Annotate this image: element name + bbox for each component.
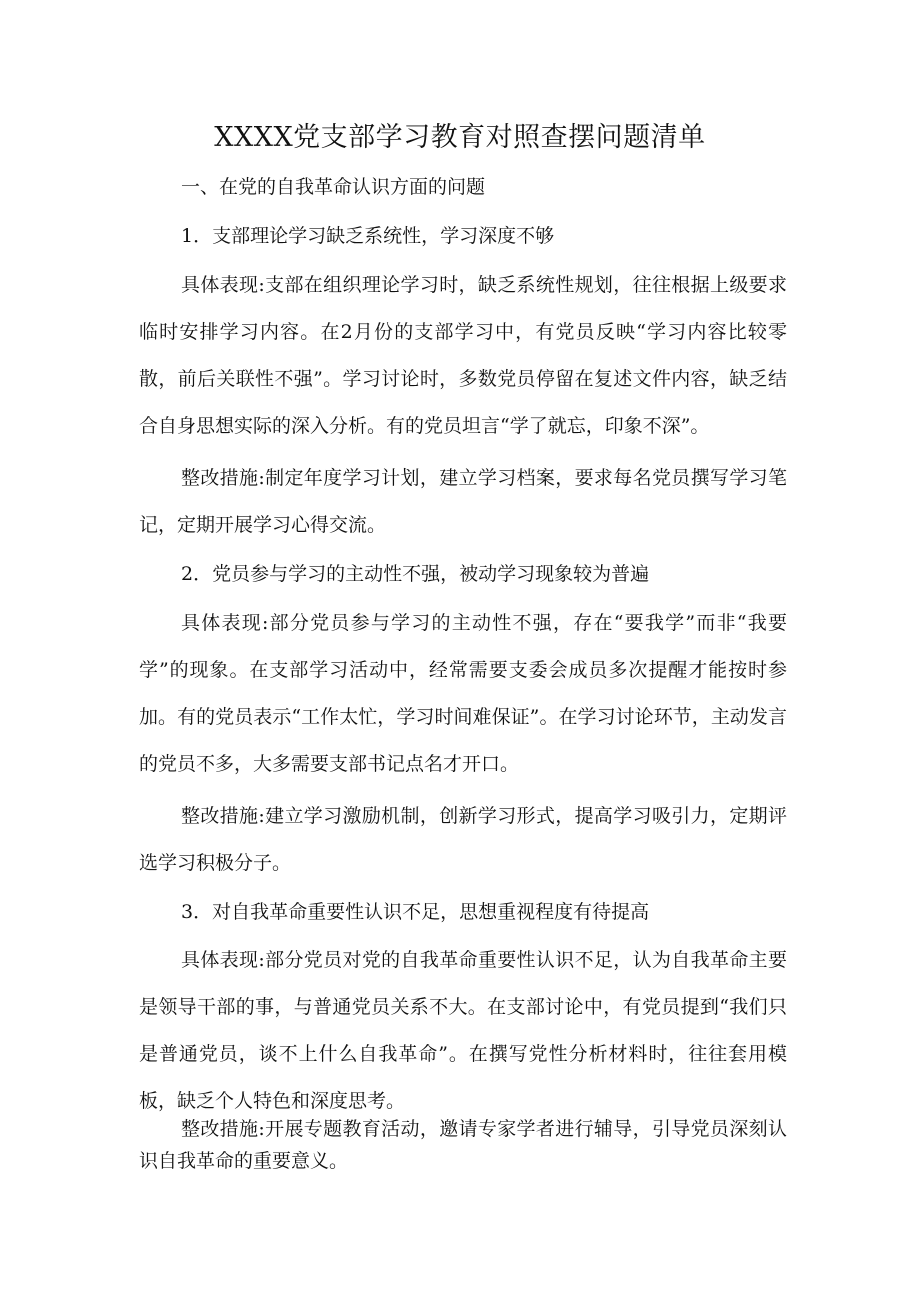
item-3-manifestation bbox=[139, 937, 787, 1125]
item-3-heading: 3．对自我革命重要性认识不足，思想重视程度有待提高 bbox=[181, 901, 650, 923]
item-2-heading: 2．党员参与学习的主动性不强，被动学习现象较为普遍 bbox=[181, 563, 650, 585]
item-3-measures-label: 整改措施: bbox=[181, 1118, 265, 1140]
item-2-measures-label: 整改措施: bbox=[181, 805, 265, 827]
item-1-measures-label: 整改措施: bbox=[181, 467, 265, 489]
item-3-manifestation-label: 具体表现: bbox=[181, 949, 265, 971]
item-2-manifestation-text: 部分党员参与学习的主动性不强，存在“要我学”而非“我要学”的现象。在支部学习活动中，经常需要支委会成员多次提醒才能按时参加。有的党员表示“工作太忙，学习时间难保证”。在学习讨论环节，主动发言的党员不多，大多需要支部书记点名才开口。 bbox=[139, 612, 787, 775]
item-2-manifestation-label: 具体表现: bbox=[181, 612, 269, 634]
section-heading: 一、在党的自我革命认识方面的问题 bbox=[181, 176, 486, 198]
item-1-manifestation-text: 支部在组织理论学习时，缺乏系统性规划，往往根据上级要求临时安排学习内容。在2月份的支部学习中，有党员反映“学习内容比较零散，前后关联性不强”。学习讨论时，多数党员停留在复述文件内容，缺乏结合自身思想实际的深入分析。有的党员坦言“学了就忘，印象不深”。 bbox=[139, 274, 787, 437]
item-1-measures bbox=[139, 455, 787, 549]
item-3-measures bbox=[139, 1113, 787, 1177]
item-1-measures-text: 制定年度学习计划，建立学习档案，要求每名党员撰写学习笔记，定期开展学习心得交流。 bbox=[139, 467, 787, 536]
document-title: XXXX党支部学习教育对照查摆问题清单 bbox=[214, 122, 706, 153]
item-2-measures bbox=[139, 793, 787, 887]
item-3-measures-text: 开展专题教育活动，邀请专家学者进行辅导，引导党员深刻认识自我革命的重要意义。 bbox=[139, 1118, 787, 1172]
item-1-heading: 1．支部理论学习缺乏系统性，学习深度不够 bbox=[181, 225, 555, 247]
item-2-measures-text: 建立学习激励机制，创新学习形式，提高学习吸引力，定期评选学习积极分子。 bbox=[139, 805, 787, 874]
item-1-manifestation-label: 具体表现: bbox=[181, 274, 265, 296]
item-2-manifestation bbox=[139, 600, 787, 788]
item-1-manifestation bbox=[139, 262, 787, 450]
item-3-manifestation-text: 部分党员对党的自我革命重要性认识不足，认为自我革命主要是领导干部的事，与普通党员关系不大。在支部讨论中，有党员提到“我们只是普通党员，谈不上什么自我革命”。在撰写党性分析材料时，往往套用模板，缺乏个人特色和深度思考。 bbox=[139, 949, 787, 1112]
